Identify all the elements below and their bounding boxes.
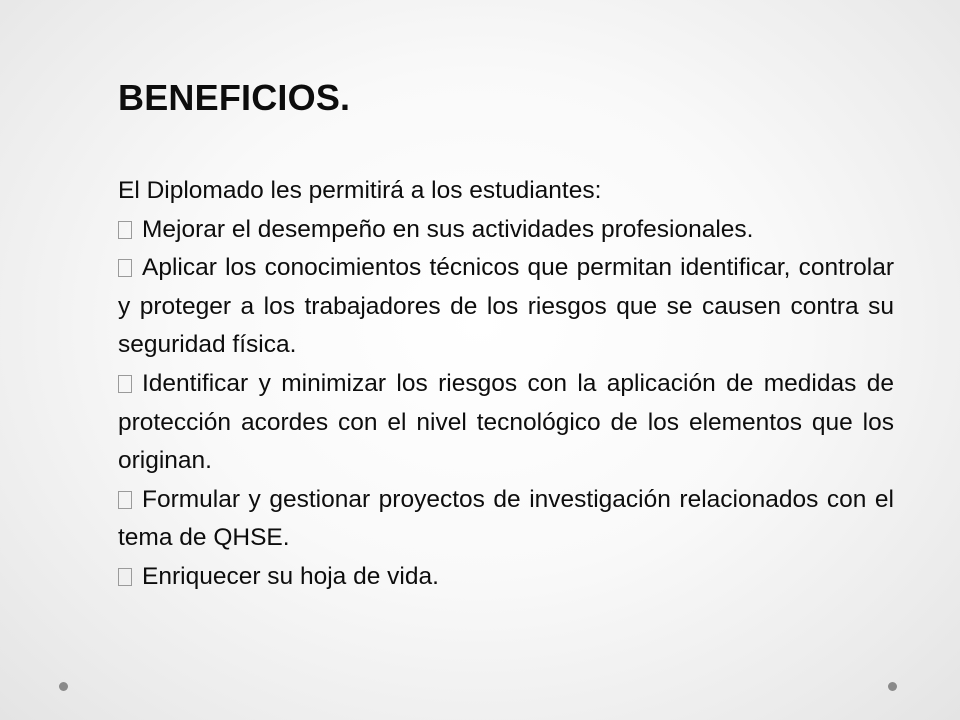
bullet-item bbox=[118, 558, 894, 597]
slide-title: BENEFICIOS. bbox=[118, 77, 351, 118]
bullet-text: Mejorar el desempeño en sus actividades profesionales. bbox=[142, 215, 754, 243]
bullet-box-icon bbox=[118, 568, 132, 586]
bullet-item bbox=[118, 249, 894, 365]
dot-icon-left bbox=[59, 682, 68, 691]
slide-body bbox=[118, 172, 894, 597]
bullet-item bbox=[118, 481, 894, 558]
bullet-box-icon bbox=[118, 259, 132, 277]
bullet-text: Formular y gestionar proyectos de investigación relacionados con el tema de QHSE. bbox=[118, 485, 894, 552]
bullet-box-icon bbox=[118, 221, 132, 239]
bullet-text: Identificar y minimizar los riesgos con la aplicación de medidas de protección acordes con el nivel tecnológico de los elementos que los originan. bbox=[118, 369, 894, 475]
bullet-box-icon bbox=[118, 491, 132, 509]
dot-icon-right bbox=[888, 682, 897, 691]
bullet-item bbox=[118, 211, 894, 250]
intro-text: El Diplomado les permitirá a los estudiantes: bbox=[118, 177, 602, 204]
bullet-text: Aplicar los conocimientos técnicos que permitan identificar, controlar y proteger a los trabajadores de los riesgos que se causen contra su seguridad física. bbox=[118, 254, 894, 359]
bullet-item bbox=[118, 365, 894, 481]
bullet-text: Enriquecer su hoja de vida. bbox=[142, 562, 439, 590]
bullet-box-icon bbox=[118, 375, 132, 393]
